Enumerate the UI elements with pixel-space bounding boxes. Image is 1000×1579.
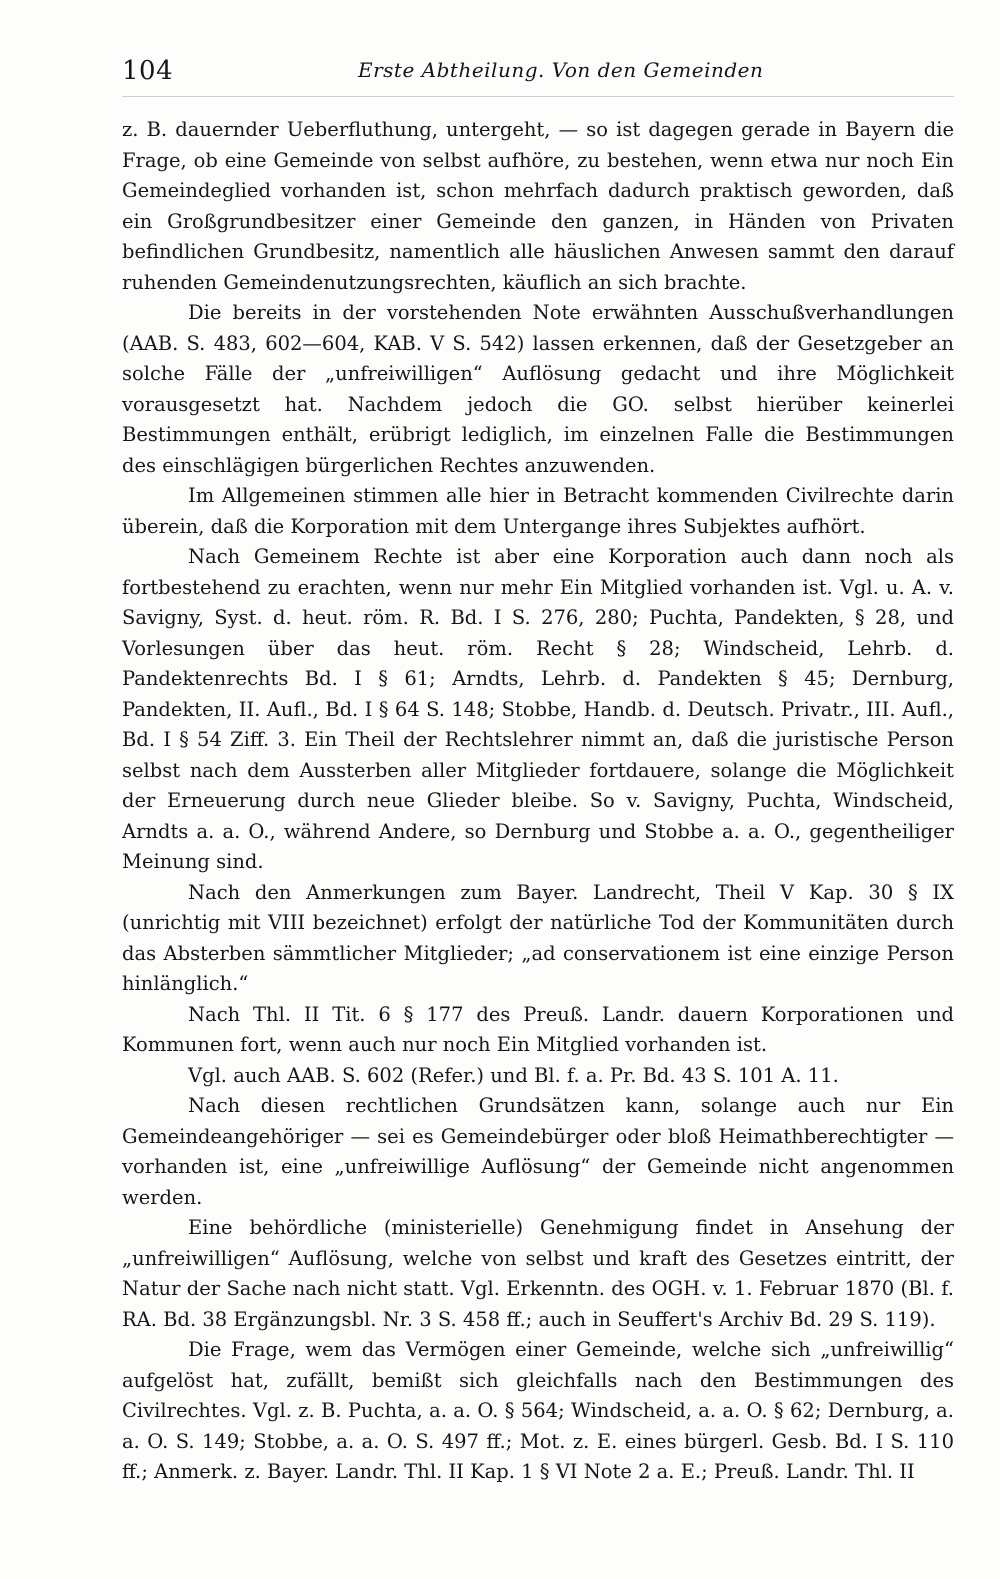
paragraph: Eine behördliche (ministerielle) Genehmigung findet in Ansehung der „unfreiwilligen“ Auflösung, welche von selbst und kraft des Gesetzes eintritt, der Natur der Sache nach nicht statt. Vgl. Erkenntn. des OGH. v. 1. Februar 1870 (Bl. f. RA. Bd. 38 Ergänzungsbl. Nr. 3 S. 458 ff.; auch in Seuffert's Archiv Bd. 29 S. 119). bbox=[122, 1216, 954, 1331]
paragraph: Im Allgemeinen stimmen alle hier in Betracht kommenden Civilrechte darin überein, daß die Korporation mit dem Untergange ihres Subjektes aufhört. bbox=[122, 484, 954, 538]
running-head: Erste Abtheilung. Von den Gemeinden bbox=[358, 58, 764, 82]
paragraph: Nach diesen rechtlichen Grundsätzen kann, solange auch nur Ein Gemeindeangehöriger — sei es Gemeindebürger oder bloß Heimathberechtigter — vorhanden ist, eine „unfreiwillige Auflösung“ der Gemeinde nicht angenommen werden. bbox=[122, 1094, 954, 1209]
paragraph: Vgl. auch AAB. S. 602 (Refer.) und Bl. f. a. Pr. Bd. 43 S. 101 A. 11. bbox=[188, 1063, 839, 1087]
page-number: 104 bbox=[122, 56, 174, 86]
paragraph: Die bereits in der vorstehenden Note erwähnten Ausschußverhandlungen (AAB. S. 483, 602—604, KAB. V S. 542) lassen erkennen, daß der Gesetzgeber an solche Fälle der „unfreiwilligen“ Auflösung gedacht und ihre Möglichkeit vorausgesetzt hat. Nachdem jedoch die GO. selbst hierüber keinerlei Bestimmungen enthält, erübrigt lediglich, im einzelnen Falle die Bestimmungen des einschlägigen bürgerlichen Rechtes anzuwenden. bbox=[122, 301, 954, 477]
paragraph-continuation: z. B. dauernder Ueberfluthung, untergeht, — so ist dagegen gerade in Bayern die Frage, ob eine Gemeinde von selbst aufhöre, zu bestehen, wenn etwa nur noch Ein Gemeindeglied vorhanden ist, schon mehrfach dadurch praktisch geworden, daß ein Großgrundbesitzer einer Gemeinde den ganzen, in Händen von Privaten befindlichen Grundbesitz, namentlich alle häuslichen Anwesen sammt den darauf ruhenden Gemeindenutzungsrechten, käuflich an sich brachte. bbox=[122, 118, 954, 294]
body-text bbox=[122, 115, 954, 1488]
paragraph: Nach Gemeinem Rechte ist aber eine Korporation auch dann noch als fortbestehend zu erachten, wenn nur mehr Ein Mitglied vorhanden ist. Vgl. u. A. v. Savigny, Syst. d. heut. röm. R. Bd. I S. 276, 280; Puchta, Pandekten, § 28, und Vorlesungen über das heut. röm. Recht § 28; Windscheid, Lehrb. d. Pandektenrechts Bd. I § 61; Arndts, Lehrb. d. Pandekten § 45; Dernburg, Pandekten, II. Aufl., Bd. I § 64 S. 148; Stobbe, Handb. d. Deutsch. Privatr., III. Aufl., Bd. I § 54 Ziff. 3. Ein Theil der Rechtslehrer nimmt an, daß die juristische Person selbst nach dem Aussterben aller Mitglieder fortdauere, solange die Möglichkeit der Erneuerung durch neue Glieder bleibe. So v. Savigny, Puchta, Windscheid, Arndts a. a. O., während Andere, so Dernburg und Stobbe a. a. O., gegentheiliger Meinung sind. bbox=[122, 545, 954, 873]
page-header bbox=[122, 52, 954, 97]
paragraph: Nach Thl. II Tit. 6 § 177 des Preuß. Landr. dauern Korporationen und Kommunen fort, wenn auch nur noch Ein Mitglied vorhanden ist. bbox=[122, 1002, 954, 1056]
paragraph: Nach den Anmerkungen zum Bayer. Landrecht, Theil V Kap. 30 § IX (unrichtig mit VIII bezeichnet) erfolgt der natürliche Tod der Kommunitäten durch das Absterben sämmtlicher Mitglieder; „ad conservationem ist eine einzige Person hinlänglich.“ bbox=[122, 880, 954, 995]
paragraph: Die Frage, wem das Vermögen einer Gemeinde, welche sich „unfreiwillig“ aufgelöst hat, zufällt, bemißt sich gleichfalls nach den Bestimmungen des Civilrechtes. Vgl. z. B. Puchta, a. a. O. § 564; Windscheid, a. a. O. § 62; Dernburg, a. a. O. S. 149; Stobbe, a. a. O. S. 497 ff.; Mot. z. E. eines bürgerl. Gesb. Bd. I S. 110 ff.; Anmerk. z. Bayer. Landr. Thl. II Kap. 1 § VI Note 2 a. E.; Preuß. Landr. Thl. II bbox=[122, 1338, 954, 1483]
